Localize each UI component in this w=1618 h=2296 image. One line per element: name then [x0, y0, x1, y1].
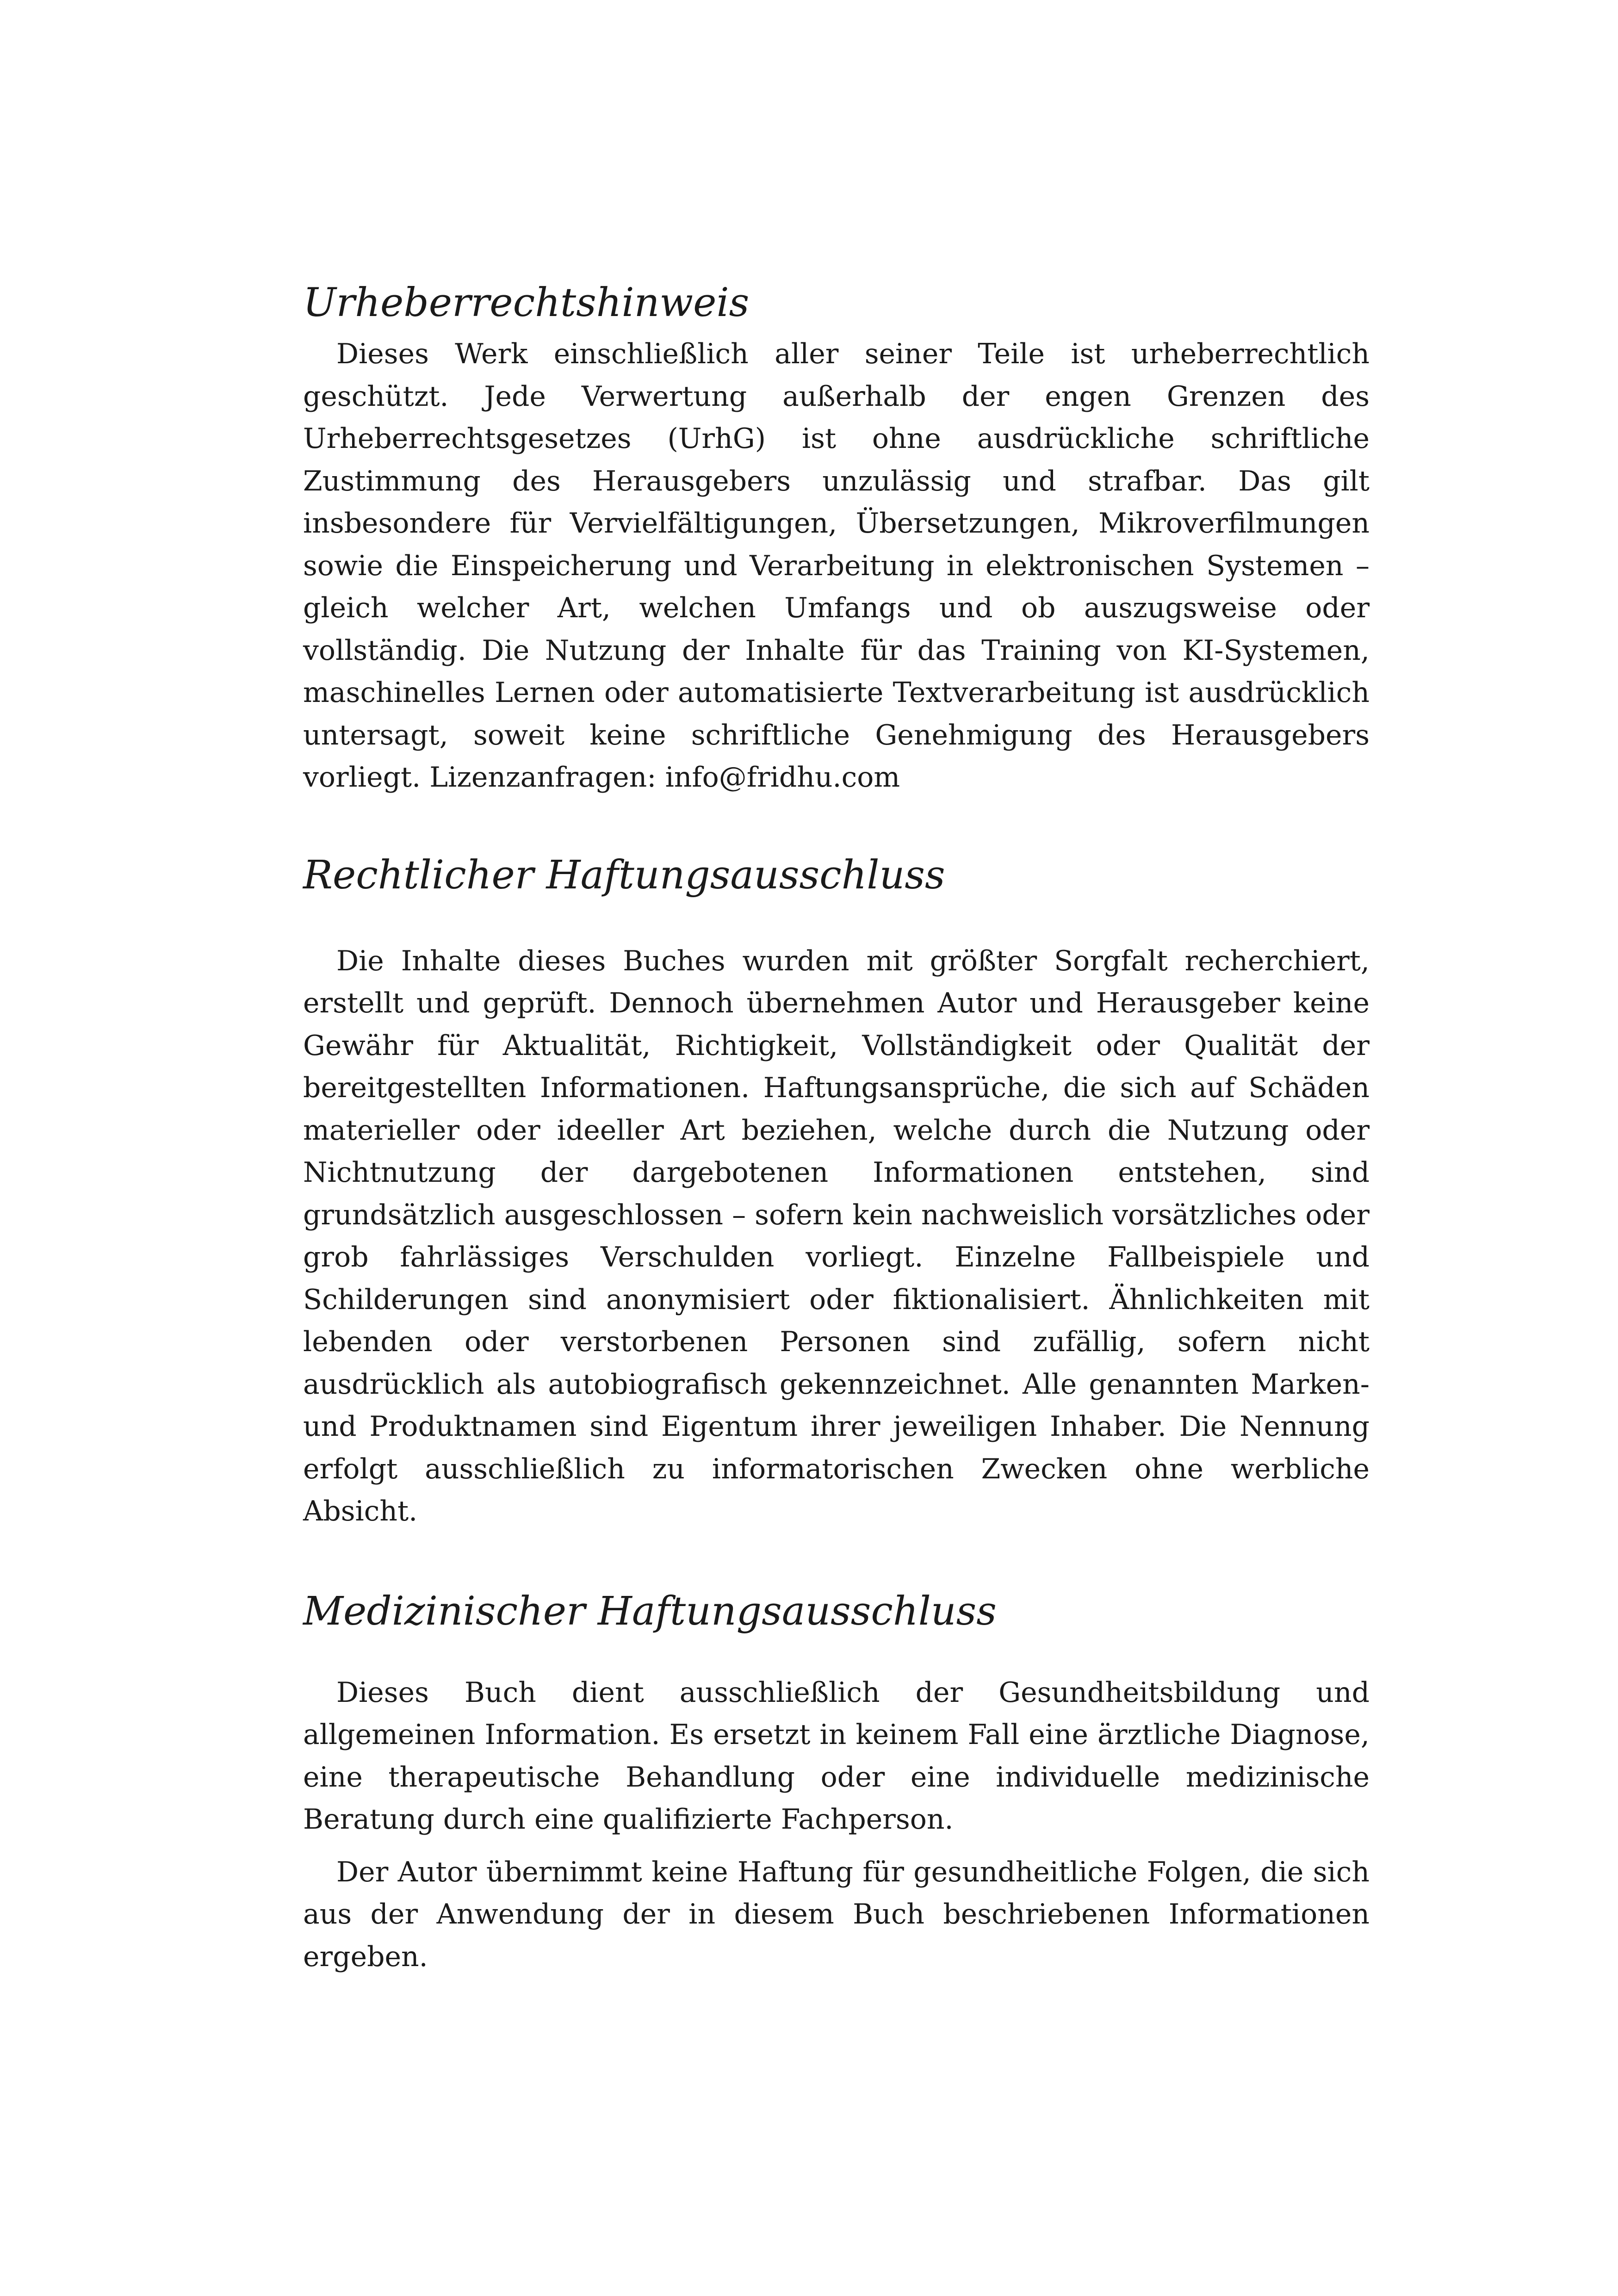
section-title-medical: Medizinischer Haftungsausschluss — [303, 1588, 997, 1634]
section-title-legal: Rechtlicher Haftungsausschluss — [303, 852, 945, 898]
paragraph-medical-1: Dieses Buch dient ausschließlich der Gesundheitsbildung und allgemeinen Information. Es ersetzt in keinem Fall eine ärztliche Diagnose, eine therapeutische Behandlung oder eine individuelle medizinische Beratung durch eine qualifizierte Fachperson. — [303, 1676, 1370, 1836]
section-legal-disclaimer — [303, 850, 1370, 1533]
paragraph-copyright-1: Dieses Werk einschließlich aller seiner Teile ist urheberrechtlich geschützt. Jede Verwertung außerhalb der engen Grenzen des Urheberrechtsgesetzes (UrhG) ist ohne ausdrückliche schriftliche Zustimmung des Herausgebers unzulässig und strafbar. Das gilt insbesondere für Vervielfältigungen, Übersetzungen, Mikroverfilmungen sowie die Einspeicherung und Verarbeitung in elektronischen Systemen – gleich welcher Art, welchen Umfangs und ob auszugsweise oder vollständig. Die Nutzung der Inhalte für das Training von KI-Systemen, maschinelles Lernen oder automatisierte Textverarbeitung ist ausdrücklich untersagt, soweit keine schriftliche Genehmigung des Herausgebers vorliegt. Lizenzanfragen: info@fridhu.com — [303, 338, 1370, 794]
document-page — [303, 278, 1370, 1978]
section-title-copyright: Urheberrechtshinweis — [303, 280, 750, 326]
section-copyright-notice — [303, 278, 1370, 799]
paragraph-legal-1: Die Inhalte dieses Buches wurden mit größter Sorgfalt recherchiert, erstellt und geprüft. Dennoch übernehmen Autor und Herausgeber keine Gewähr für Aktualität, Richtigkeit, Vollständigkeit oder Qualität der bereitgestellten Informationen. Haftungsansprüche, die sich auf Schäden materieller oder ideeller Art beziehen, welche durch die Nutzung oder Nichtnutzung der dargebotenen Informationen entstehen, sind grundsätzlich ausgeschlossen – sofern kein nachweislich vorsätzliches oder grob fahrlässiges Verschulden vorliegt. Einzelne Fallbeispiele und Schilderungen sind anonymisiert oder fiktionalisiert. Ähnlichkeiten mit lebenden oder verstorbenen Personen sind zufällig, sofern nicht ausdrücklich als autobiografisch gekennzeichnet. Alle genannten Marken- und Produktnamen sind Eigentum ihrer jeweiligen Inhaber. Die Nennung erfolgt ausschließlich zu informatorischen Zwecken ohne werbliche Absicht. — [303, 944, 1370, 1527]
paragraph-medical-2: Der Autor übernimmt keine Haftung für gesundheitliche Folgen, die sich aus der Anwendung der in diesem Buch beschriebenen Informationen ergeben. — [303, 1855, 1370, 1973]
section-medical-disclaimer — [303, 1586, 1370, 1979]
